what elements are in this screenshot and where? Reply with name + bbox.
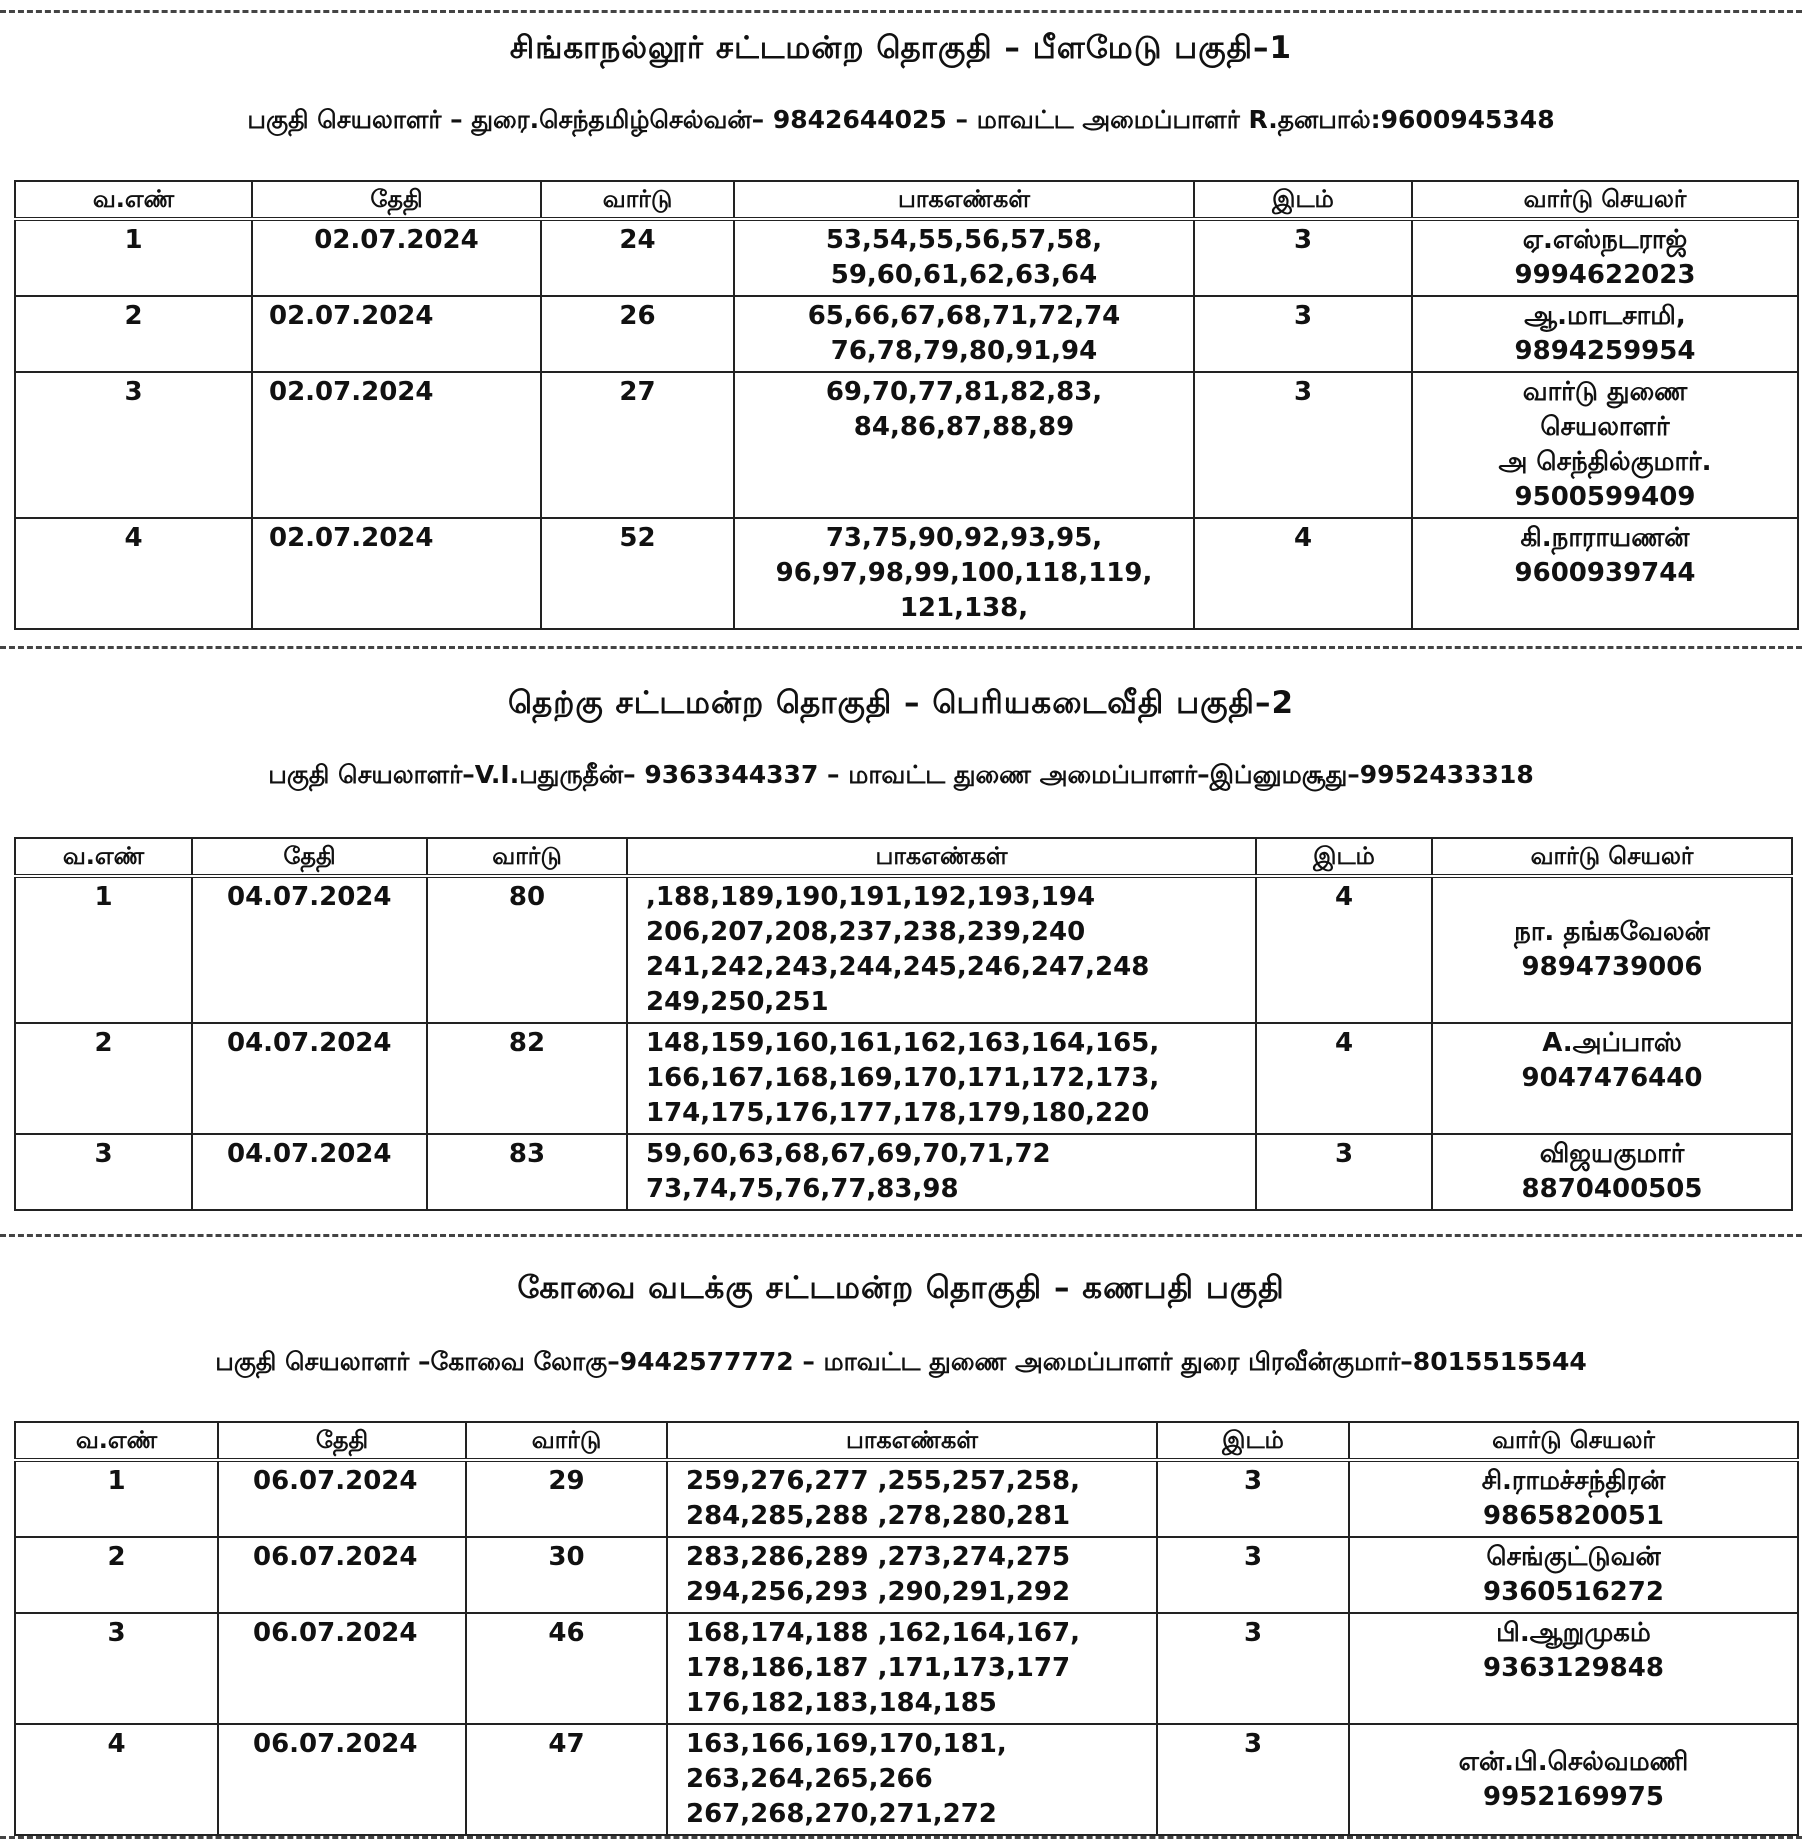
serial-number-cell: 3: [15, 1613, 218, 1724]
date-cell: 02.07.2024: [252, 219, 541, 296]
column-header: வார்டு செயலர்: [1349, 1422, 1798, 1460]
ward-cell: 27: [541, 372, 734, 518]
column-header: பாகஎண்கள்: [734, 181, 1194, 219]
serial-number-cell: 3: [15, 372, 252, 518]
ward-secretary-cell: நா. தங்கவேலன் 9894739006: [1432, 876, 1792, 1023]
column-header: வார்டு செயலர்: [1432, 838, 1792, 876]
date-cell: 04.07.2024: [192, 1023, 427, 1134]
serial-number-cell: 4: [15, 1724, 218, 1835]
column-header: இடம்: [1256, 838, 1432, 876]
booth-numbers-cell: 65,66,67,68,71,72,74 76,78,79,80,91,94: [734, 296, 1194, 372]
serial-number-cell: 1: [15, 876, 192, 1023]
ward-secretary-cell: பி.ஆறுமுகம் 9363129848: [1349, 1613, 1798, 1724]
ward-cell: 30: [466, 1537, 667, 1613]
booth-numbers-cell: 283,286,289 ,273,274,275 294,256,293 ,290,291,292: [667, 1537, 1157, 1613]
column-header: வார்டு: [541, 181, 734, 219]
booth-numbers-cell: 59,60,63,68,67,69,70,71,72 73,74,75,76,77,83,98: [627, 1134, 1256, 1210]
ward-secretary-cell: வார்டு துணை செயலாளர் அ செந்தில்குமார். 9500599409: [1412, 372, 1798, 518]
table-row: [15, 1460, 1798, 1537]
ward-cell: 46: [466, 1613, 667, 1724]
section-subtitle: பகுதி செயலாளர் –கோவை லோகு–9442577772 – மாவட்ட துணை அமைப்பாளர் துரை பிரவீன்குமார்–8015515544: [215, 1347, 1587, 1376]
place-cell: 3: [1157, 1613, 1349, 1724]
table-row: [15, 1724, 1798, 1835]
table-header-row: [15, 181, 1798, 219]
table-row: [15, 1134, 1792, 1210]
ward-secretary-cell: செங்குட்டுவன் 9360516272: [1349, 1537, 1798, 1613]
table-row: [15, 518, 1798, 629]
table-header-row: [15, 1422, 1798, 1460]
table-row: [15, 296, 1798, 372]
date-cell: 02.07.2024: [252, 372, 541, 518]
column-header: தேதி: [192, 838, 427, 876]
dashed-divider: [0, 1836, 1802, 1839]
table-row: [15, 876, 1792, 1023]
ward-cell: 26: [541, 296, 734, 372]
ward-secretary-cell: ஏ.எஸ்நடராஜ் 9994622023: [1412, 219, 1798, 296]
section-subtitle: பகுதி செயலாளர் – துரை.செந்தமிழ்செல்வன்– 9842644025 – மாவட்ட அமைப்பாளர் R.தனபால்:9600945348: [247, 105, 1555, 134]
section-title: சிங்காநல்லூர் சட்டமன்ற தொகுதி – பீளமேடு பகுதி–1: [509, 30, 1293, 66]
place-cell: 4: [1256, 1023, 1432, 1134]
booth-numbers-cell: 259,276,277 ,255,257,258, 284,285,288 ,278,280,281: [667, 1460, 1157, 1537]
ward-secretary-cell: சி.ராமச்சந்திரன் 9865820051: [1349, 1460, 1798, 1537]
table-row: [15, 1537, 1798, 1613]
section-title: தெற்கு சட்டமன்ற தொகுதி – பெரியகடைவீதி பகுதி–2: [507, 685, 1295, 721]
ward-cell: 24: [541, 219, 734, 296]
column-header: வார்டு செயலர்: [1412, 181, 1798, 219]
dashed-divider: [0, 10, 1802, 13]
table-row: [15, 219, 1798, 296]
column-header: தேதி: [252, 181, 541, 219]
ward-secretary-cell: கி.நாராயணன் 9600939744: [1412, 518, 1798, 629]
place-cell: 3: [1194, 372, 1412, 518]
column-header: வ.எண்: [15, 838, 192, 876]
place-cell: 3: [1194, 296, 1412, 372]
column-header: இடம்: [1157, 1422, 1349, 1460]
place-cell: 3: [1256, 1134, 1432, 1210]
schedule-table: [14, 837, 1793, 1211]
column-header: வ.எண்: [15, 1422, 218, 1460]
ward-secretary-cell: A.அப்பாஸ் 9047476440: [1432, 1023, 1792, 1134]
column-header: பாகஎண்கள்: [627, 838, 1256, 876]
date-cell: 06.07.2024: [218, 1537, 466, 1613]
section-title: கோவை வடக்கு சட்டமன்ற தொகுதி – கணபதி பகுதி: [517, 1270, 1285, 1306]
dashed-divider: [0, 1234, 1802, 1237]
date-cell: 02.07.2024: [252, 296, 541, 372]
date-cell: 04.07.2024: [192, 876, 427, 1023]
place-cell: 4: [1256, 876, 1432, 1023]
ward-secretary-cell: ஆ.மாடசாமி, 9894259954: [1412, 296, 1798, 372]
booth-numbers-cell: 69,70,77,81,82,83, 84,86,87,88,89: [734, 372, 1194, 518]
place-cell: 3: [1194, 219, 1412, 296]
dashed-divider: [0, 646, 1802, 649]
serial-number-cell: 2: [15, 1537, 218, 1613]
table-row: [15, 1613, 1798, 1724]
column-header: வார்டு: [466, 1422, 667, 1460]
booth-numbers-cell: 163,166,169,170,181, 263,264,265,266 267,268,270,271,272: [667, 1724, 1157, 1835]
column-header: தேதி: [218, 1422, 466, 1460]
place-cell: 3: [1157, 1537, 1349, 1613]
booth-numbers-cell: 168,174,188 ,162,164,167, 178,186,187 ,171,173,177 176,182,183,184,185: [667, 1613, 1157, 1724]
booth-numbers-cell: 73,75,90,92,93,95, 96,97,98,99,100,118,119, 121,138,: [734, 518, 1194, 629]
serial-number-cell: 2: [15, 1023, 192, 1134]
column-header: வ.எண்: [15, 181, 252, 219]
ward-cell: 52: [541, 518, 734, 629]
schedule-table: [14, 180, 1799, 630]
place-cell: 4: [1194, 518, 1412, 629]
ward-cell: 83: [427, 1134, 627, 1210]
schedule-table: [14, 1421, 1799, 1836]
place-cell: 3: [1157, 1460, 1349, 1537]
booth-numbers-cell: 148,159,160,161,162,163,164,165, 166,167,168,169,170,171,172,173, 174,175,176,177,178,179,180,220: [627, 1023, 1256, 1134]
place-cell: 3: [1157, 1724, 1349, 1835]
booth-numbers-cell: 53,54,55,56,57,58, 59,60,61,62,63,64: [734, 219, 1194, 296]
ward-secretary-cell: என்.பி.செல்வமணி 9952169975: [1349, 1724, 1798, 1835]
date-cell: 06.07.2024: [218, 1460, 466, 1537]
column-header: இடம்: [1194, 181, 1412, 219]
table-header-row: [15, 838, 1792, 876]
date-cell: 06.07.2024: [218, 1613, 466, 1724]
column-header: பாகஎண்கள்: [667, 1422, 1157, 1460]
ward-cell: 47: [466, 1724, 667, 1835]
ward-cell: 29: [466, 1460, 667, 1537]
date-cell: 06.07.2024: [218, 1724, 466, 1835]
column-header: வார்டு: [427, 838, 627, 876]
table-row: [15, 1023, 1792, 1134]
table-row: [15, 372, 1798, 518]
serial-number-cell: 1: [15, 219, 252, 296]
ward-cell: 82: [427, 1023, 627, 1134]
date-cell: 02.07.2024: [252, 518, 541, 629]
serial-number-cell: 2: [15, 296, 252, 372]
ward-cell: 80: [427, 876, 627, 1023]
ward-secretary-cell: விஜயகுமார் 8870400505: [1432, 1134, 1792, 1210]
serial-number-cell: 3: [15, 1134, 192, 1210]
serial-number-cell: 4: [15, 518, 252, 629]
serial-number-cell: 1: [15, 1460, 218, 1537]
date-cell: 04.07.2024: [192, 1134, 427, 1210]
section-subtitle: பகுதி செயலாளர்–V.I.பதுருதீன்– 9363344337 – மாவட்ட துணை அமைப்பாளர்–இப்னுமசூது–9952433318: [268, 760, 1534, 789]
booth-numbers-cell: ,188,189,190,191,192,193,194 206,207,208,237,238,239,240 241,242,243,244,245,246,247,248 249,250,251: [627, 876, 1256, 1023]
